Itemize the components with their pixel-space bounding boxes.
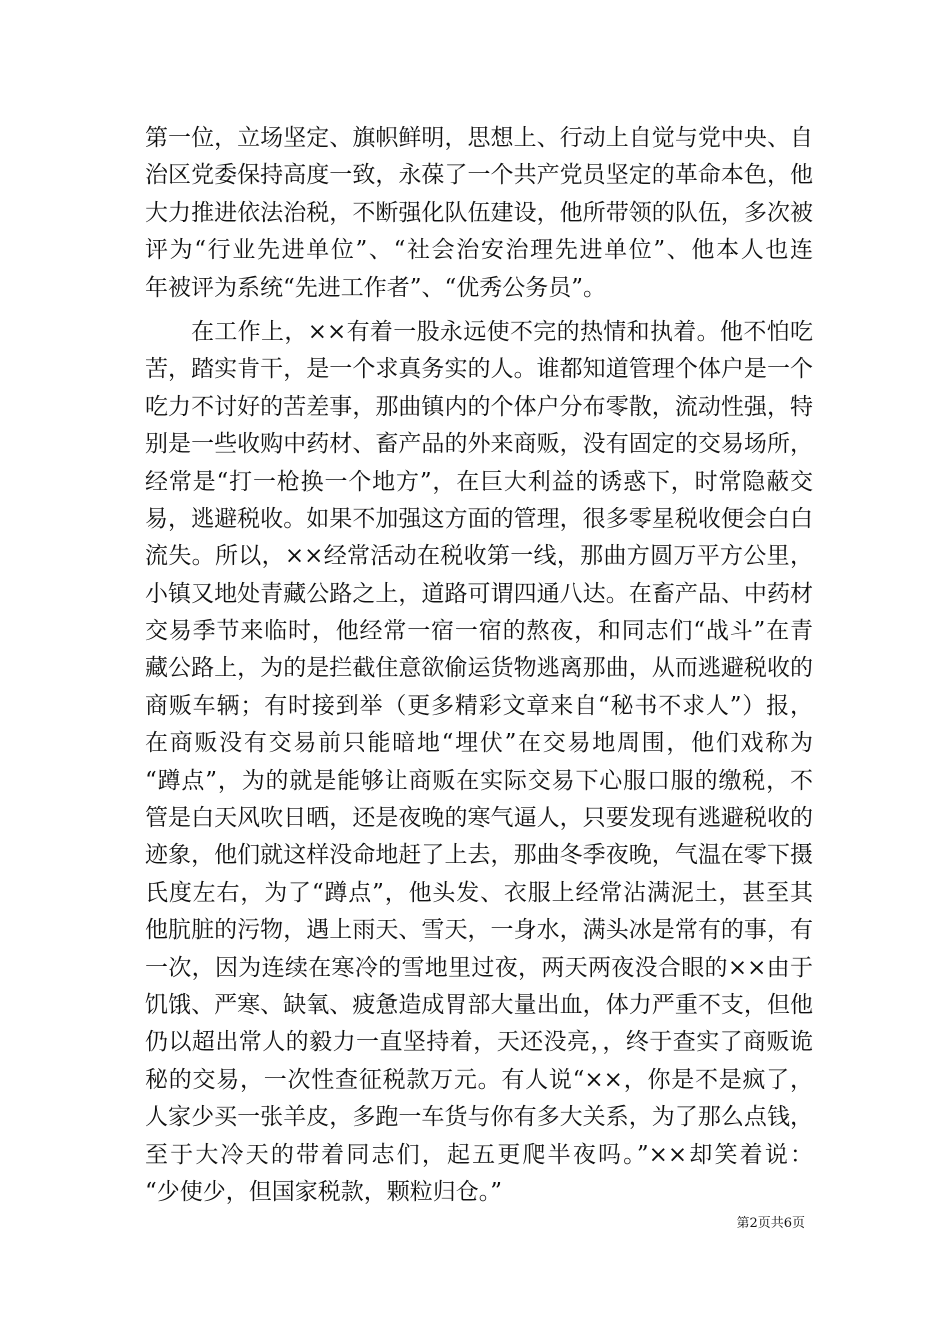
paragraph-gap	[145, 307, 813, 314]
text-line: “少使少，但国家税款，颗粒归仓。”	[145, 1178, 503, 1205]
text-line: 管是白天风吹日晒，还是夜晚的寒气逼人，只要发现有逃避税收的	[145, 805, 813, 832]
text-line: 饥饿、严寒、缺氧、疲惫造成胃部大量出血，体力严重不支，但他	[145, 991, 813, 1018]
text-line: 人家少买一张羊皮，多跑一车货与你有多大关系，为了那么点钱，	[145, 1104, 813, 1131]
page-number: 第2页共6页	[736, 1216, 805, 1231]
text-line: 氏度左右，为了“蹲点”，他头发、衣服上经常沾满泥土，甚至其	[145, 879, 813, 906]
text-line: 经常是“打一枪换一个地方”，在巨大利益的诱惑下，时常隐蔽交	[145, 468, 813, 495]
text-line: 他肮脏的污物，遇上雨天、雪天，一身水，满头冰是常有的事，有	[145, 917, 813, 944]
text-line: 第一位，立场坚定、旗帜鲜明，思想上、行动上自觉与党中央、自	[145, 125, 813, 151]
text-line: 至于大冷天的带着同志们，起五更爬半夜吗。”××却笑着说：	[145, 1141, 813, 1168]
text-line: 治区党委保持高度一致，永葆了一个共产党员坚定的革命本色，他	[145, 162, 813, 189]
body-text	[145, 120, 813, 1211]
text-line: 大力推进依法治税，不断强化队伍建设，他所带领的队伍，多次被	[145, 199, 813, 226]
text-line: 评为“行业先进单位”、“社会治安治理先进单位”、他本人也连	[145, 237, 813, 264]
paragraph-1	[145, 120, 813, 307]
text-line: 流失。所以，××经常活动在税收第一线，那曲方圆万平方公里，	[145, 543, 813, 570]
text-line: 别是一些收购中药材、畜产品的外来商贩，没有固定的交易场所，	[145, 431, 813, 458]
text-line: 秘的交易，一次性查征税款万元。有人说“××，你是不是疯了，	[145, 1066, 813, 1093]
text-line: 交易季节来临时，他经常一宿一宿的熬夜，和同志们“战斗”在青	[145, 618, 813, 645]
text-line: 在商贩没有交易前只能暗地“埋伏”在交易地周围，他们戏称为	[145, 730, 813, 757]
text-line: 易，逃避税收。如果不加强这方面的管理，很多零星税收便会白白	[145, 505, 813, 532]
text-line: 苦，踏实肯干，是一个求真务实的人。谁都知道管理个体户是一个	[145, 356, 813, 383]
text-line: 藏公路上，为的是拦截住意欲偷运货物逃离那曲，从而逃避税收的	[145, 655, 813, 682]
text-line: 小镇又地处青藏公路之上，道路可谓四通八达。在畜产品、中药材	[145, 580, 813, 607]
text-line: 商贩车辆；有时接到举（更多精彩文章来自“秘书不求人”）报，	[145, 692, 813, 719]
text-line: “蹲点”，为的就是能够让商贩在实际交易下心服口服的缴税，不	[145, 767, 813, 794]
paragraph-2	[145, 314, 813, 1211]
text-line: 一次，因为连续在寒冷的雪地里过夜，两天两夜没合眼的××由于	[145, 954, 813, 981]
text-line: 年被评为系统“先进工作者”、“优秀公务员”。	[145, 274, 607, 301]
text-line: 吃力不讨好的苦差事，那曲镇内的个体户分布零散，流动性强，特	[145, 393, 813, 420]
text-line: 迹象，他们就这样没命地赶了上去，那曲冬季夜晚，气温在零下摄	[145, 842, 813, 869]
text-line: 仍以超出常人的毅力一直坚持着，天还没亮，，终于查实了商贩诡	[145, 1029, 813, 1056]
text-line: 在工作上，××有着一股永远使不完的热情和执着。他不怕吃	[191, 318, 813, 345]
